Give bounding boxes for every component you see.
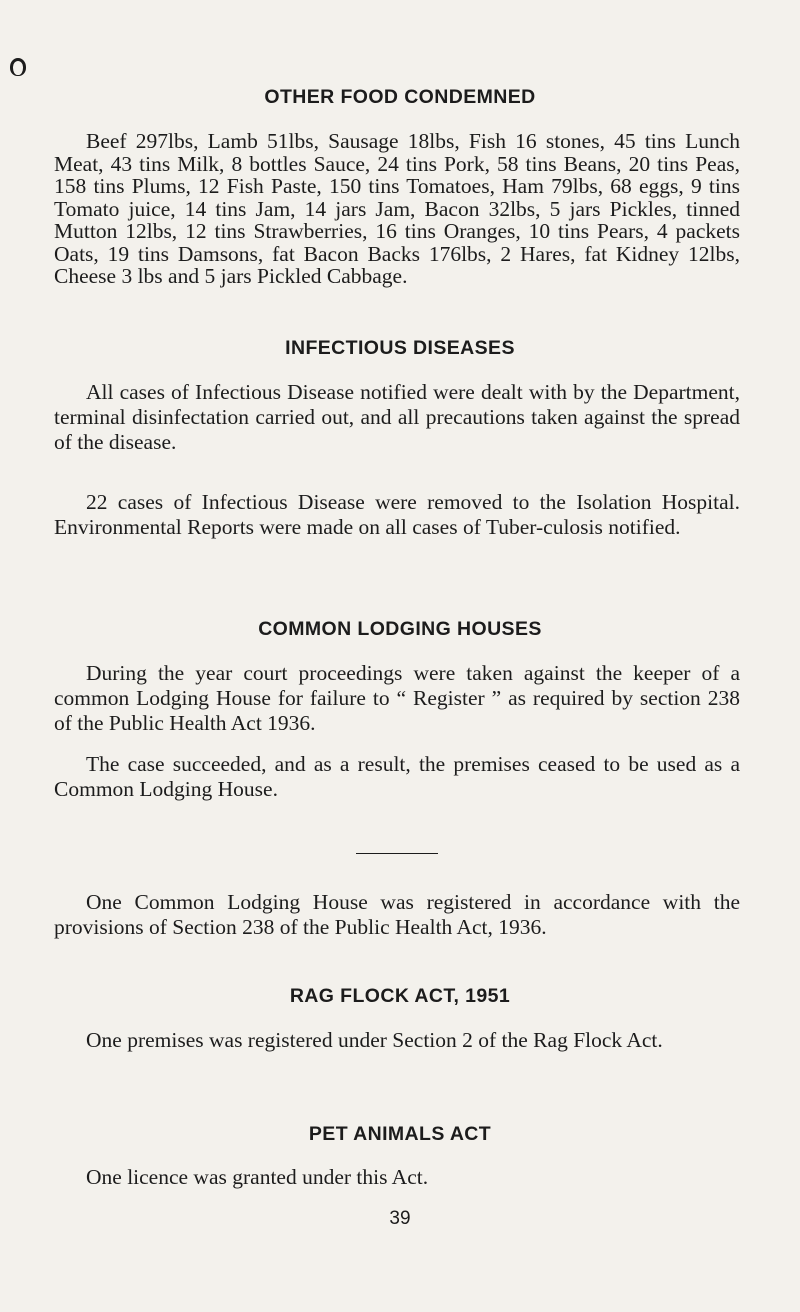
paragraph-pet-animals: One licence was granted under this Act.	[86, 1165, 429, 1189]
heading-pet-animals-act: PET ANIMALS ACT	[308, 1123, 492, 1145]
paragraph-food-list: Beef 297lbs, Lamb 51lbs, Sausage 18lbs, Fish 16 stones, 45 tins Lunch Meat, 43 tins Milk, 8 bottles Sauce, 24 tins Pork, 58 tins Beans, 20 tins Peas, 158 tins Plums, 12 Fish Paste, 150 tins Tomatoes, Ham 79lbs, 68 eggs, 9 tins Tomato juice, 14 tins Jam, 14 jars Jam, Bacon 32lbs, 5 jars Pickles, tinned Mutton 12lbs, 12 tins Strawberries, 16 tins Oranges, 10 tins Pears, 4 packets Oats, 19 tins Damsons, fat Bacon Backs 176lbs, 2 Hares, fat Kidney 12lbs, Cheese 3 lbs and 5 jars Pickled Cabbage.	[54, 129, 740, 288]
paragraph-lodging-2: The case succeeded, and as a result, the premises ceased to be used as a Common Lodging House.	[54, 752, 740, 801]
section-divider	[356, 853, 438, 854]
paragraph-infectious-2: 22 cases of Infectious Disease were removed to the Isolation Hospital. Environmental Reports were made on all cases of Tuber-culosis notified.	[54, 490, 740, 539]
heading-common-lodging-houses: COMMON LODGING HOUSES	[258, 618, 542, 640]
paragraph-lodging-3: One Common Lodging House was registered in accordance with the provisions of Section 238 of the Public Health Act, 1936.	[54, 890, 740, 939]
page-number: 39	[389, 1208, 411, 1229]
paragraph-infectious-1: All cases of Infectious Disease notified were dealt with by the Department, terminal disinfectation carried out, and all precautions taken against the spread of the disease.	[54, 380, 740, 454]
paragraph-lodging-1: During the year court proceedings were taken against the keeper of a common Lodging House for failure to “ Register ” as required by section 238 of the Public Health Act 1936.	[54, 661, 740, 735]
heading-infectious-diseases: INFECTIOUS DISEASES	[285, 337, 515, 359]
punch-hole-mark	[10, 58, 26, 76]
heading-rag-flock-act: RAG FLOCK ACT, 1951	[289, 985, 511, 1007]
heading-other-food-condemned: OTHER FOOD CONDEMNED	[264, 86, 536, 108]
paragraph-rag-flock: One premises was registered under Section 2 of the Rag Flock Act.	[86, 1028, 663, 1052]
